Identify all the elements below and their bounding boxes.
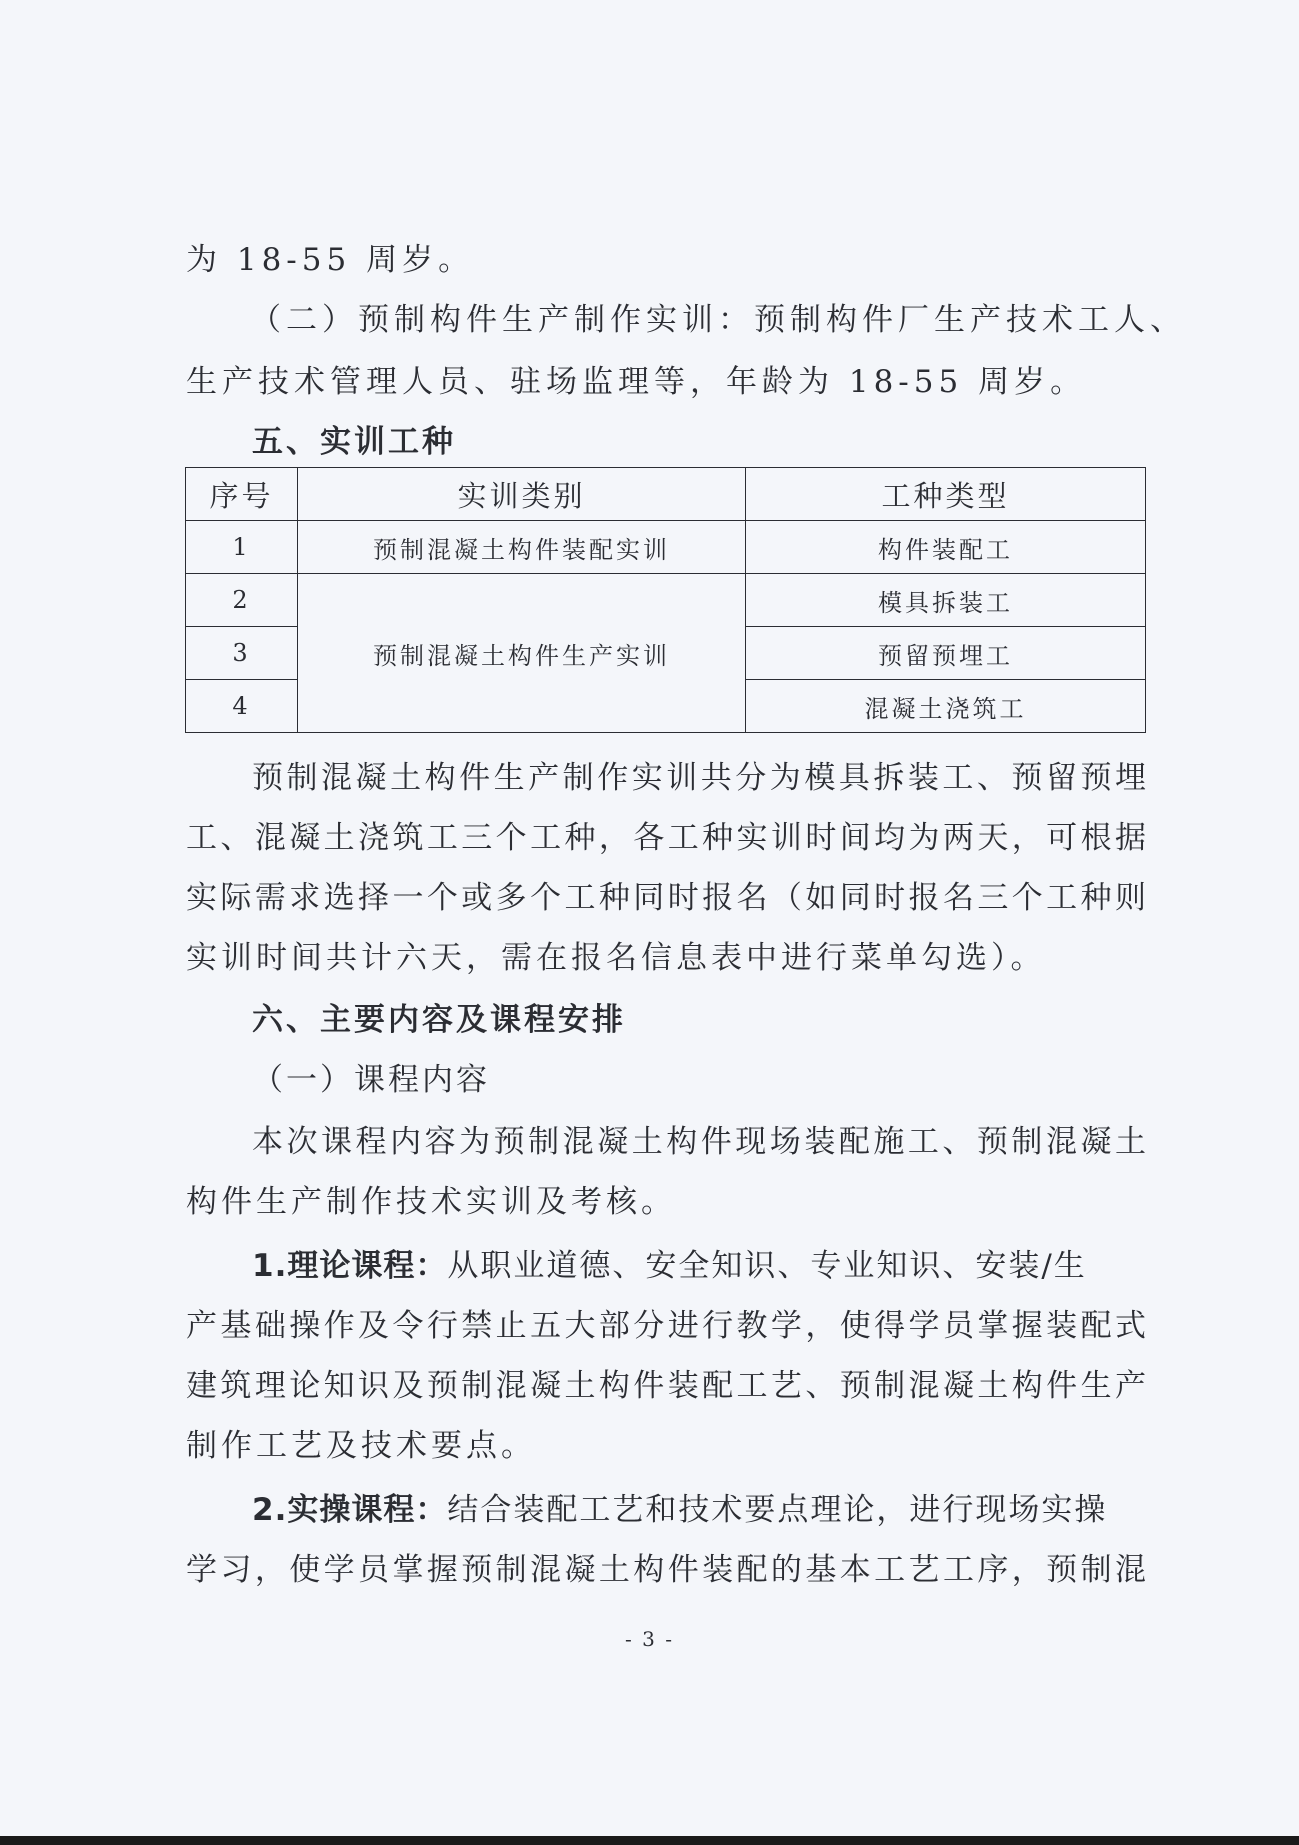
table-cell-no: 1 [186,521,298,574]
table-row [186,574,1146,627]
scan-edge-bar [0,1836,1299,1845]
paragraph-line: 工、混凝土浇筑工三个工种，各工种实训时间均为两天，可根据 [186,820,1146,856]
table-cell-no: 4 [186,680,298,733]
theory-course-line: 产基础操作及令行禁止五大部分进行教学，使得学员掌握装配式 [186,1308,1146,1344]
table-cell-job: 构件装配工 [746,521,1146,574]
practice-course-line: 学习，使学员掌握预制混凝土构件装配的基本工艺工序，预制混 [186,1552,1146,1588]
table-row [186,521,1146,574]
practice-course-text: 结合装配工艺和技术要点理论，进行现场实操 [447,1492,1108,1528]
section-6-subheading: （一）课程内容 [252,1062,490,1098]
theory-course-line: 建筑理论知识及预制混凝土构件装配工艺、预制混凝土构件生产 [186,1368,1146,1404]
theory-course-lead: 1.理论课程： [252,1248,448,1284]
page-number: - 3 - [625,1627,674,1651]
paragraph-line: 实际需求选择一个或多个工种同时报名（如同时报名三个工种则 [186,880,1146,916]
table-header-job: 工种类型 [746,468,1146,521]
section-6-heading: 六、主要内容及课程安排 [252,1002,626,1038]
paragraph-line: 预制混凝土构件生产制作实训共分为模具拆装工、预留预埋 [252,760,1146,796]
table-cell-category: 预制混凝土构件生产实训 [298,574,746,733]
theory-course-line: 制作工艺及技术要点。 [186,1428,536,1464]
table-cell-job: 混凝土浇筑工 [746,680,1146,733]
theory-course-line [252,1244,1146,1288]
table-cell-no: 2 [186,574,298,627]
table-header-no: 序号 [186,468,298,521]
text-line-2: （二）预制构件生产制作实训：预制构件厂生产技术工人、 [250,302,1186,338]
job-types-table [185,467,1146,733]
table-header-category: 实训类别 [298,468,746,521]
table-header-row [186,468,1146,521]
text-line-3: 生产技术管理人员、驻场监理等，年龄为 18-55 周岁。 [186,364,1087,400]
intro-line: 本次课程内容为预制混凝土构件现场装配施工、预制混凝土 [252,1124,1146,1160]
theory-course-text: 从职业道德、安全知识、专业知识、安装/生 [447,1248,1087,1284]
table-cell-category: 预制混凝土构件装配实训 [298,521,746,574]
practice-course-line [252,1488,1146,1532]
text-line-1: 为 18-55 周岁。 [186,242,475,278]
table-cell-job: 预留预埋工 [746,627,1146,680]
table-cell-no: 3 [186,627,298,680]
section-5-heading: 五、实训工种 [252,424,456,460]
paragraph-line: 实训时间共计六天，需在报名信息表中进行菜单勾选）。 [186,940,1046,976]
intro-line: 构件生产制作技术实训及考核。 [186,1184,676,1220]
practice-course-lead: 2.实操课程： [252,1492,448,1528]
table-cell-job: 模具拆装工 [746,574,1146,627]
